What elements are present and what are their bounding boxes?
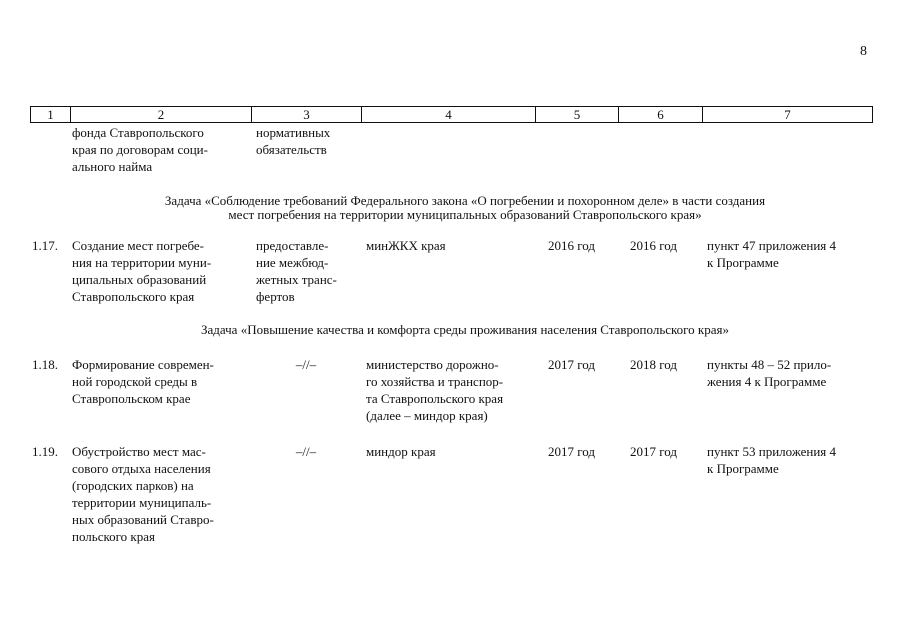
column-number-6: 6 <box>619 107 703 123</box>
row-1-17-reference: пункт 47 приложения 4 к Программе <box>707 238 837 270</box>
row-1-19-end-year: 2017 год <box>630 444 677 459</box>
row-1-18-mechanism: –//– <box>295 357 317 372</box>
row-1-19-reference: пункт 53 приложения 4 к Программе <box>707 444 837 476</box>
row-1-18-reference: пункты 48 – 52 прило- жения 4 к Программе <box>707 357 832 389</box>
row-1-18-name: Формирование современ- ной городской среды в Ставропольском крае <box>72 357 214 406</box>
row-1-17-end-year: 2016 год <box>630 238 677 253</box>
task-heading-burial: Задача «Соблюдение требований Федерального закона «О погребении и похоронном деле» в части создания мест погребения на территории муниципальных образований Ставропольского края» <box>164 193 766 222</box>
column-number-5: 5 <box>536 107 619 123</box>
row-1-17-name: Создание мест погребе- ния на территории муни- ципальных образований Ставропольского края <box>72 238 212 304</box>
column-number-2: 2 <box>71 107 252 123</box>
table-header-row <box>30 106 873 123</box>
row-1-18-start-year: 2017 год <box>548 357 595 372</box>
column-number-1: 1 <box>31 107 71 123</box>
column-number-7: 7 <box>703 107 873 123</box>
row-1-18-end-year: 2018 год <box>630 357 677 372</box>
row-number-1-17: 1.17. <box>32 238 58 253</box>
continuation-col2: фонда Ставропольского края по договорам соци- ального найма <box>72 125 208 174</box>
row-1-19-name: Обустройство мест мас- сового отдыха населения (городских парков) на территории муниципаль- ных образований Ставро- польского края <box>72 444 214 544</box>
task-heading-living-environment: Задача «Повышение качества и комфорта среды проживания населения Ставропольского края» <box>200 322 730 337</box>
row-number-1-18: 1.18. <box>32 357 58 372</box>
page-number: 8 <box>860 44 867 59</box>
row-1-19-executor: миндор края <box>366 444 436 459</box>
column-number-4: 4 <box>362 107 536 123</box>
row-1-19-mechanism: –//– <box>295 444 317 459</box>
row-1-17-executor: минЖКХ края <box>366 238 446 253</box>
row-number-1-19: 1.19. <box>32 444 58 459</box>
continuation-col3: нормативных обязательств <box>256 125 331 157</box>
row-1-19-start-year: 2017 год <box>548 444 595 459</box>
row-1-18-executor: министерство дорожно- го хозяйства и транспор- та Ставропольского края (далее – миндор края) <box>366 357 504 423</box>
row-1-17-mechanism: предоставле- ние межбюд- жетных транс- фертов <box>256 238 337 304</box>
row-1-17-start-year: 2016 год <box>548 238 595 253</box>
column-number-3: 3 <box>252 107 362 123</box>
